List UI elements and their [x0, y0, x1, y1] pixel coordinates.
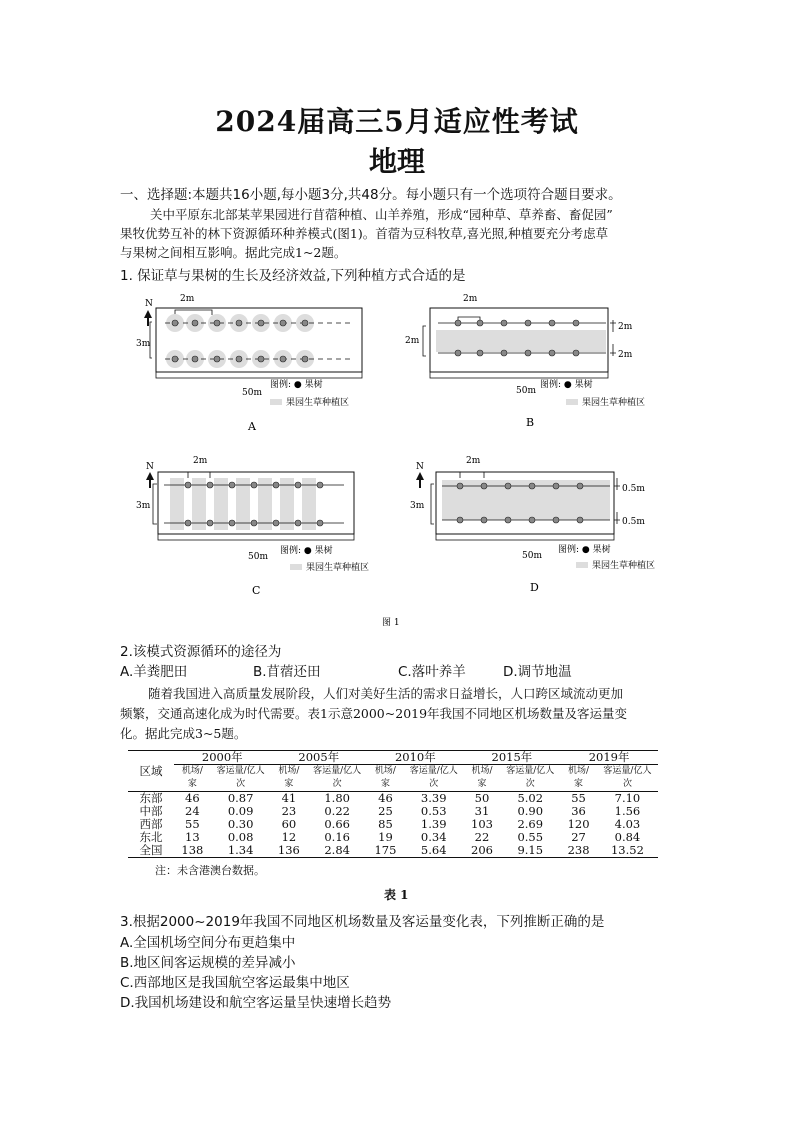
spacing-label-b: 2m	[463, 294, 478, 304]
table-cell: 41	[281, 791, 297, 805]
q2-option-c[interactable]: C.落叶养羊	[398, 664, 466, 680]
svg-text:N: N	[416, 462, 424, 472]
passage2-line3: 化。据此完成3~5题。	[120, 726, 247, 741]
q3-option-d[interactable]: D.我国机场建设和航空客运量呈快速增长趋势	[120, 995, 392, 1011]
table-cell: 0.66	[324, 817, 350, 831]
table-cell: 31	[474, 804, 490, 818]
sub-header: 客运量/亿人次	[506, 766, 555, 789]
region-cell: 东北	[139, 830, 163, 844]
table-cell: 0.30	[227, 817, 254, 831]
width-label-d: 3m	[410, 501, 425, 511]
spacing-label-c: 2m	[193, 456, 208, 466]
table-cell: 0.84	[614, 830, 641, 844]
legend-grass-b: 果园生草种植区	[582, 398, 646, 408]
legend-grass-a: 果园生草种植区	[286, 398, 350, 408]
table-cell: 19	[378, 830, 393, 844]
table-cell: 50	[474, 791, 490, 805]
legend-tree-b: 图例: ● 果树	[540, 380, 593, 390]
panel-label-b: B	[526, 416, 535, 429]
question-2: 2.该模式资源循环的途径为	[120, 644, 282, 660]
spacing-label-a: 2m	[180, 294, 195, 304]
question-1: 1. 保证草与果树的生长及经济效益,下列种植方式合适的是	[120, 268, 466, 284]
spacing-label-d: 2m	[466, 456, 481, 466]
q2-option-d[interactable]: D.调节地温	[503, 664, 572, 680]
table-cell: 4.03	[614, 817, 641, 831]
north-label: N	[145, 299, 153, 309]
table-cell: 0.16	[324, 830, 350, 844]
region-cell: 中部	[139, 804, 163, 818]
region-cell: 全国	[139, 843, 163, 857]
table-cell: 13	[185, 830, 200, 844]
sub-header: 机场/家	[278, 766, 300, 789]
length-label-a: 50m	[242, 388, 262, 398]
table-cell: 0.09	[227, 804, 254, 818]
legend-tree-c: 图例: ● 果树	[280, 546, 333, 556]
sub-header: 机场/家	[471, 766, 493, 789]
table-cell: 25	[378, 804, 393, 818]
table-cell: 0.90	[517, 804, 544, 818]
table-cell: 0.55	[517, 830, 544, 844]
north-arrow-icon	[416, 472, 424, 480]
north-arrow-icon	[144, 310, 152, 318]
table-cell: 24	[185, 804, 200, 818]
table-cell: 120	[567, 817, 590, 831]
table-cell: 0.87	[227, 791, 254, 805]
table-cell: 46	[378, 791, 393, 805]
table-caption: 表 1	[384, 888, 409, 902]
q2-option-a[interactable]: A.羊粪肥田	[120, 664, 188, 680]
figure-1	[120, 288, 680, 628]
table-cell: 7.10	[614, 791, 641, 805]
region-cell: 东部	[139, 791, 163, 805]
sub-header: 机场/家	[181, 766, 203, 789]
table-cell: 5.02	[517, 791, 544, 805]
panel-label-a: A	[248, 420, 256, 433]
section-heading: 一、选择题:本题共16小题,每小题3分,共48分。每小题只有一个选项符合题目要求。	[120, 187, 622, 203]
table-cell: 2.84	[324, 843, 350, 857]
legend-grass-c: 果园生草种植区	[306, 563, 370, 573]
svg-text:N: N	[146, 462, 154, 472]
length-label-d: 50m	[522, 551, 542, 561]
table-cell: 36	[571, 804, 586, 818]
table-cell: 136	[277, 843, 300, 857]
year-header: 2019年	[560, 751, 658, 765]
figure-caption: 图 1	[382, 618, 400, 628]
subject-title: 地理	[368, 145, 425, 178]
sub-header: 机场/家	[374, 766, 396, 789]
table-cell: 138	[181, 843, 204, 857]
table-cell: 27	[571, 830, 586, 844]
right-label-d1: 0.5m	[622, 484, 645, 494]
table-cell: 23	[281, 804, 297, 818]
passage1-line2: 果牧优势互补的林下资源循环种养模式(图1)。首蓿为豆科牧草,喜光照,种植要充分考虑草	[120, 226, 609, 241]
question-3: 3.根据2000~2019年我国不同地区机场数量及客运量变化表，下列推断正确的是	[120, 914, 605, 930]
right-label-b1: 2m	[618, 322, 633, 332]
legend-tree-d: 图例: ● 果树	[558, 545, 611, 555]
table-cell: 1.80	[324, 791, 350, 805]
panel-b	[405, 294, 645, 429]
table-cell: 55	[571, 791, 586, 805]
table-cell: 60	[281, 817, 297, 831]
table-cell: 13.52	[610, 843, 644, 857]
year-header: 2010年	[367, 751, 464, 765]
sub-header: 客运量/亿人次	[409, 766, 458, 789]
q2-option-b[interactable]: B.苜蓿还田	[253, 664, 321, 680]
passage1-line1: 关中平原东北部某苹果园进行苜蓿种植、山羊养殖，形成“园种草、草养畜、畜促园”	[150, 207, 613, 222]
north-arrow-icon	[146, 472, 154, 480]
table-cell: 9.15	[517, 843, 544, 857]
table-cell: 46	[185, 791, 200, 805]
table-cell: 175	[374, 843, 397, 857]
panel-label-d: D	[530, 581, 539, 594]
legend-grass-d: 果园生草种植区	[592, 561, 656, 571]
passage2-line1: 随着我国进入高质量发展阶段，人们对美好生活的需求日益增长，人口跨区域流动更加	[148, 686, 624, 701]
length-label-b: 50m	[516, 386, 536, 396]
panel-label-c: C	[252, 584, 261, 597]
sub-header: 客运量/亿人次	[313, 766, 362, 789]
table-cell: 206	[471, 843, 493, 857]
table-note: 注：未含港澳台数据。	[155, 864, 265, 877]
sub-header: 机场/家	[568, 766, 590, 789]
table-cell: 85	[378, 817, 393, 831]
table-cell: 2.69	[517, 817, 544, 831]
year-header: 2000年	[174, 751, 271, 765]
table-cell: 5.64	[420, 843, 447, 857]
table-cell: 1.56	[614, 804, 641, 818]
panel-c	[136, 456, 369, 597]
table-row	[128, 844, 658, 857]
table-cell: 55	[185, 817, 200, 831]
table-cell: 12	[281, 830, 297, 844]
legend-tree-a: 图例: ● 果树	[270, 380, 323, 390]
region-header: 区域	[128, 751, 174, 792]
table-cell: 22	[474, 830, 490, 844]
right-label-b2: 2m	[618, 350, 633, 360]
table-1	[128, 750, 658, 858]
table-cell: 0.34	[420, 830, 447, 844]
table-cell: 0.08	[227, 830, 254, 844]
q3-option-a[interactable]: A.全国机场空间分布更趋集中	[120, 935, 296, 951]
table-cell: 3.39	[420, 791, 447, 805]
passage1-line3: 与果树之间相互影响。据此完成1~2题。	[120, 245, 347, 260]
year-header: 2015年	[464, 751, 561, 765]
sub-header: 客运量/亿人次	[603, 766, 652, 789]
q3-option-b[interactable]: B.地区间客运规模的差异减小	[120, 955, 296, 971]
passage2-line2: 频繁，交通高速化成为时代需要。表1示意2000~2019年我国不同地区机场数量及客运量变	[120, 706, 628, 721]
table-row	[128, 792, 658, 806]
panel-a	[136, 294, 362, 433]
length-label-c: 50m	[248, 552, 268, 562]
right-label-d2: 0.5m	[622, 517, 645, 527]
table-cell: 103	[471, 817, 493, 831]
sub-header: 客运量/亿人次	[216, 766, 265, 789]
table-cell: 1.34	[227, 843, 254, 857]
exam-title: 2024届高三5月适应性考试	[215, 105, 579, 138]
table-cell: 238	[567, 843, 590, 857]
width-label-a: 3m	[136, 339, 151, 349]
width-label-c: 3m	[136, 501, 151, 511]
table-cell: 0.22	[324, 804, 350, 818]
panel-d	[410, 456, 655, 594]
table-cell: 0.53	[420, 804, 447, 818]
region-cell: 西部	[139, 817, 163, 831]
table-cell: 1.39	[420, 817, 447, 831]
year-header: 2005年	[271, 751, 368, 765]
q3-option-c[interactable]: C.西部地区是我国航空客运最集中地区	[120, 975, 350, 991]
width-label-b: 2m	[405, 336, 420, 346]
